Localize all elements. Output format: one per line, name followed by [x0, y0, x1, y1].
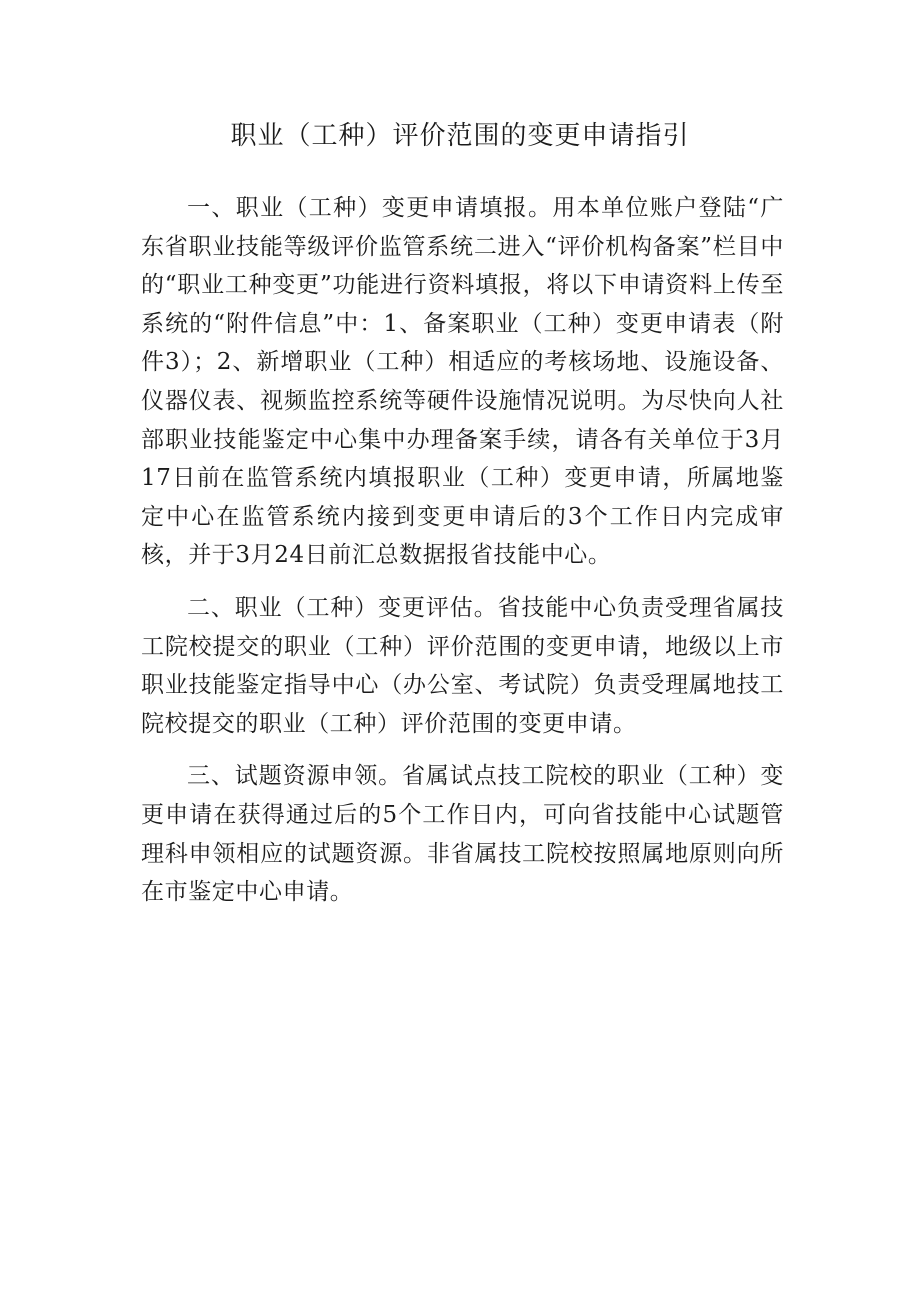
- document-body: [141, 189, 784, 926]
- paragraph-change-assessment: 二、职业（工种）变更评估。省技能中心负责受理省属技工院校提交的职业（工种）评价范围的变更申请，地级以上市职业技能鉴定指导中心（办公室、考试院）负责受理属地技工院校提交的职业（工种）评价范围的变更申请。: [141, 594, 784, 737]
- document-title: 职业（工种）评价范围的变更申请指引: [230, 121, 690, 151]
- paragraph-application-filing: 一、职业（工种）变更申请填报。用本单位账户登陆“广东省职业技能等级评价监管系统二进入“评价机构备案”栏目中的“职业工种变更”功能进行资料填报，将以下申请资料上传至系统的“附件信息”中：1、备案职业（工种）变更申请表（附件3）；2、新增职业（工种）相适应的考核场地、设施设备、仪器仪表、视频监控系统等硬件设施情况说明。为尽快向人社部职业技能鉴定中心集中办理备案手续，请各有关单位于3月17日前在监管系统内填报职业（工种）变更申请，所属地鉴定中心在监管系统内接到变更申请后的3个工作日内完成审核，并于3月24日前汇总数据报省技能中心。: [141, 195, 784, 569]
- paragraph-question-resources: 三、试题资源申领。省属试点技工院校的职业（工种）变更申请在获得通过后的5个工作日内，可向省技能中心试题管理科申领相应的试题资源。非省属技工院校按照属地原则向所在市鉴定中心申请。: [141, 763, 784, 906]
